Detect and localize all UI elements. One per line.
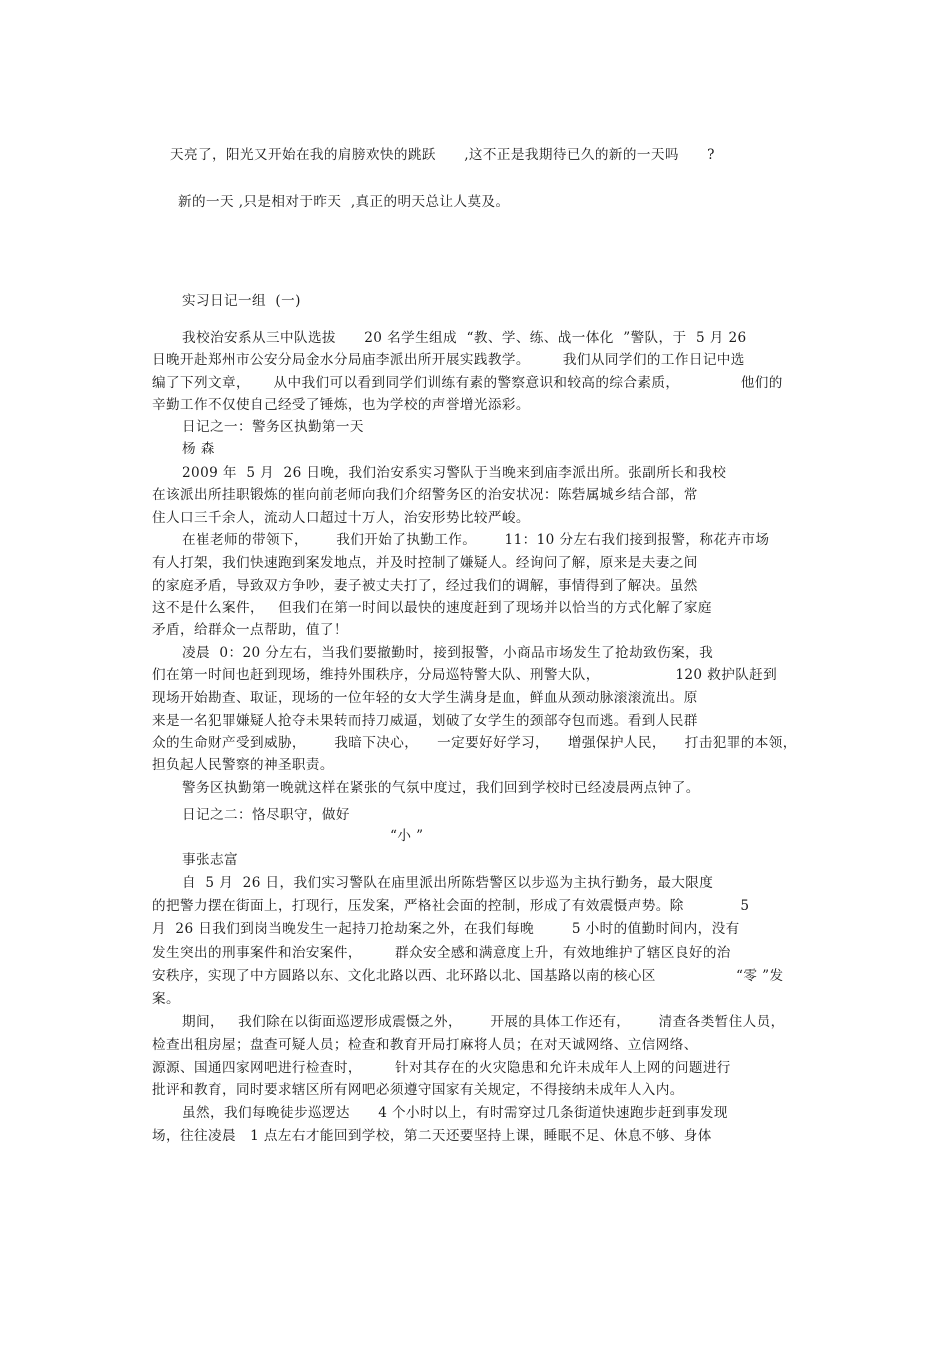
diary2-heading-quote: “小 ” xyxy=(390,828,424,844)
diary2-author: 事张志富 xyxy=(182,852,238,868)
diary2-line: 自 5 月 26 日，我们实习警队在庙里派出所陈砦警区以步巡为主执行勤务，最大限度 xyxy=(182,875,714,891)
diary2-line: 发生突出的刑事案件和治安案件， 群众安全感和满意度上升，有效地维护了辖区良好的治 xyxy=(152,945,731,961)
diary1-line: 住人口三千余人，流动人口超过十万人，治安形势比较严峻。 xyxy=(152,510,530,526)
intro-line: 编了下列文章， 从中我们可以看到同学们训练有素的警察意识和较高的综合素质， 他们的 xyxy=(152,375,783,391)
diary2-line: 月 26 日我们到岗当晚发生一起持刀抢劫案之外，在我们每晚 5 小时的值勤时间内，没有 xyxy=(152,921,740,937)
diary2-line: 安秩序，实现了中方圆路以东、文化北路以西、北环路以北、国基路以南的核心区 “零 ”发 xyxy=(152,968,784,984)
diary1-line: 的家庭矛盾，导致双方争吵，妻子被丈夫打了，经过我们的调解，事情得到了解决。虽然 xyxy=(152,578,698,594)
diary1-line: 们在第一时间也赶到现场，维持外围秩序，分局巡特警大队、刑警大队， 120 救护队赶到 xyxy=(152,667,778,683)
diary1-line: 来是一名犯罪嫌疑人抢夺未果转而持刀威逼，划破了女学生的颈部夺包而逃。看到人民群 xyxy=(152,713,698,729)
diary2-line: 批评和教育，同时要求辖区所有网吧必须遵守国家有关规定，不得接纳未成年人入内。 xyxy=(152,1082,684,1098)
diary2-line: 检查出租房屋；盘查可疑人员；检查和教育开局打麻将人员；在对天诚网络、立信网络、 xyxy=(152,1037,698,1053)
diary1-line: 现场开始勘查、取证，现场的一位年轻的女大学生满身是血，鲜血从颈动脉滚滚流出。原 xyxy=(152,690,698,706)
diary1-line: 这不是什么案件， 但我们在第一时间以最快的速度赶到了现场并以恰当的方式化解了家庭 xyxy=(152,600,712,616)
diary1-line: 在该派出所挂职锻炼的崔向前老师向我们介绍警务区的治安状况：陈砦属城乡结合部，常 xyxy=(152,487,698,503)
diary1-line: 凌晨 0：20 分左右，当我们要撤勤时，接到报警，小商品市场发生了抢劫致伤案，我 xyxy=(182,645,714,661)
opening-line: 天亮了，阳光又开始在我的肩膀欢快的跳跃 ,这不正是我期待已久的新的一天吗 ? xyxy=(170,147,715,163)
diary2-line: 期间， 我们除在以街面巡逻形成震慑之外， 开展的具体工作还有， 清查各类暂住人员， xyxy=(182,1014,785,1030)
diary1-line: 有人打架，我们快速跑到案发地点，并及时控制了嫌疑人。经询问了解，原来是夫妻之间 xyxy=(152,555,698,571)
diary1-author: 杨 森 xyxy=(182,441,215,457)
diary1-line: 在崔老师的带领下， 我们开始了执勤工作。 11：10 分左右我们接到报警，称花卉市场 xyxy=(182,532,770,548)
document-title: 实习日记一组 (一) xyxy=(182,293,301,309)
diary2-line: 的把警力摆在街面上，打现行，压发案，严格社会面的控制，形成了有效震慑声势。除 5 xyxy=(152,898,750,914)
intro-line: 我校治安系从三中队选拔 20 名学生组成 “教、学、练、战一体化 ”警队，于 5 月 26 xyxy=(182,330,747,346)
diary1-line: 2009 年 5 月 26 日晚，我们治安系实习警队于当晚来到庙李派出所。张副所长和我校 xyxy=(182,465,727,481)
diary1-line: 众的生命财产受到威胁， 我暗下决心， 一定要好好学习， 增强保护人民， 打击犯罪的本领， xyxy=(152,735,797,751)
diary1-line: 警务区执勤第一晚就这样在紧张的气氛中度过，我们回到学校时已经凌晨两点钟了。 xyxy=(182,780,700,796)
diary1-heading: 日记之一：警务区执勤第一天 xyxy=(182,419,364,435)
intro-line: 辛勤工作不仅使自己经受了锤炼，也为学校的声誉增光添彩。 xyxy=(152,397,530,413)
intro-line: 日晚开赴郑州市公安分局金水分局庙李派出所开展实践教学。 我们从同学们的工作日记中选 xyxy=(152,352,745,368)
diary2-line: 源源、国通四家网吧进行检查时， 针对其存在的火灾隐患和允许未成年人上网的问题进行 xyxy=(152,1060,731,1076)
diary2-heading: 日记之二：恪尽职守，做好 xyxy=(182,807,350,823)
diary2-line: 虽然，我们每晚徒步巡逻达 4 个小时以上，有时需穿过几条街道快速跑步赶到事发现 xyxy=(182,1105,728,1121)
opening-line: 新的一天 ,只是相对于昨天 ,真正的明天总让人莫及。 xyxy=(178,194,510,210)
diary2-line: 案。 xyxy=(152,991,180,1007)
diary1-line: 矛盾，给群众一点帮助，值了！ xyxy=(152,622,348,638)
diary2-line: 场，往往凌晨 1 点左右才能回到学校，第二天还要坚持上课，睡眠不足、休息不够、身体 xyxy=(152,1128,712,1144)
diary1-line: 担负起人民警察的神圣职责。 xyxy=(152,757,334,773)
